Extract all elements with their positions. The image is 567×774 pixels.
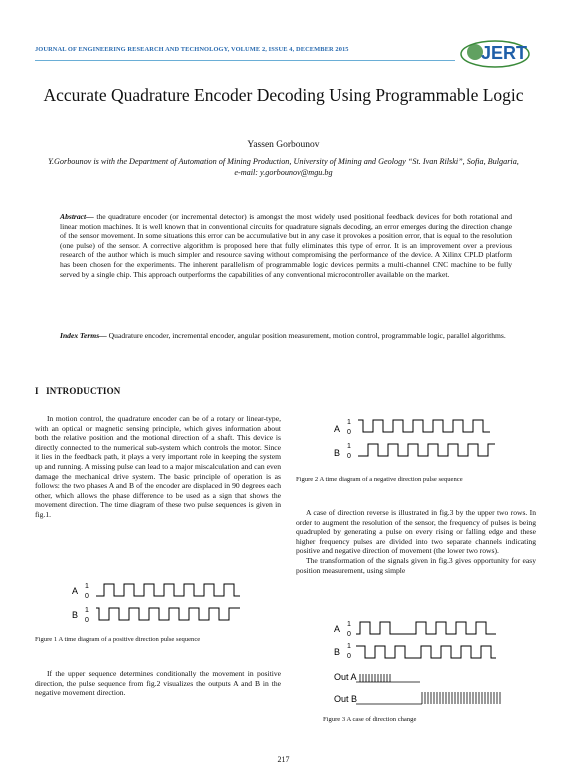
figure-2-caption: Figure 2 A time diagram of a negative direction pulse sequence	[296, 476, 463, 483]
fig1-level-0: 0	[85, 593, 89, 600]
fig2-label-b: B	[334, 448, 341, 458]
fig3-level-0: 0	[347, 631, 351, 638]
figure-3-diagram	[330, 618, 530, 713]
index-terms-text: Quadrature encoder, incremental encoder, angular position measurement, motion control, programmable logic, parallel algorithms.	[106, 331, 506, 340]
fig1-label-b: B	[72, 610, 79, 620]
fig3-trace-b	[356, 646, 496, 658]
intro-paragraph-2: If the upper sequence determines conditionally the movement in positive direction, the pulse sequence from fig.2 visualizes the outputs A and B in the negative movement direction.	[35, 669, 281, 698]
fig3-trace-a	[356, 622, 496, 634]
fig2-level-1b: 1	[347, 443, 351, 450]
abstract	[60, 212, 512, 279]
paper-title: Accurate Quadrature Encoder Decoding Using Programmable Logic	[43, 85, 524, 105]
fig1-level-1b: 1	[85, 607, 89, 614]
fig3-label-outa: Out A	[334, 672, 357, 682]
author-affiliation: Y.Gorbounov is with the Department of Automation of Mining Production, University of Mining and Geology “St. Ivan Rilski”, Sofia, Bulgaria, e-mail: y.gorbounov@mgu.bg	[48, 157, 519, 177]
abstract-text: the quadrature encoder (or incremental detector) is amongst the most widely used positional feedback devices for both rotational and linear motion machines. It is well known that in conventional circuits for quadrature signals decoding, an error emerges during the direction change of the sensor movement. In some situations this error can be accumulative but in any case it provokes a position error, that is equal to the resolution (one pulse) of the sensor. A corrective algorithm is proposed here that fully eliminates this type of error. It is an improvement over a previous research of the author which is much simpler and resource saving without compromising the performance of the device. A Xilinx CPLD platform has been chosen for the experiments. The inherent parallelism of programmable logic devices permits a multi-channel CNC machine to be fully served by a single chip. This approach outperforms the capabilities of any conventional microcontroller available on the market.	[60, 212, 512, 279]
index-terms-label: Index Terms—	[60, 331, 107, 340]
fig2-level-0: 0	[347, 429, 351, 436]
section-heading	[35, 386, 120, 396]
intro-paragraph-3	[296, 508, 536, 575]
journal-header: JOURNAL OF ENGINEERING RESEARCH AND TECHNOLOGY, VOLUME 2, ISSUE 4, DECEMBER 2015	[35, 46, 349, 53]
fig1-label-a: A	[72, 586, 79, 596]
figure-1-caption: Figure 1 A time diagram of a positive direction pulse sequence	[35, 636, 201, 643]
fig3-label-a: A	[334, 624, 341, 634]
journal-logo	[455, 30, 535, 75]
logo-text: JERT	[481, 43, 528, 63]
intro-paragraph-3b: The transformation of the signals given in fig.3 gives opportunity for easy position measurement, using simple	[296, 555, 536, 575]
fig2-level-1: 1	[347, 419, 351, 426]
fig3-level-0b: 0	[347, 653, 351, 660]
section-number: I	[35, 386, 39, 396]
figure-1-diagram	[68, 576, 258, 626]
fig2-trace-b	[358, 444, 495, 456]
fig3-level-1b: 1	[347, 643, 351, 650]
page-number: 217	[277, 755, 290, 764]
fig3-label-outb: Out B	[334, 694, 358, 704]
abstract-label: Abstract—	[60, 212, 94, 221]
fig3-label-b: B	[334, 647, 341, 657]
intro-paragraph-1: In motion control, the quadrature encoder can be of a rotary or linear-type, with an optical or magnetic sensing principle, which gives information about both the relative position and the motional direction of a shaft. This device is directly connected to the numerical sub-system which controls the motor. Since it lies in the feedback path, it plays a very important role in keeping the system up and running. A missing pulse can lead to a major miscalculation and can even damage the mechanical drive system. The basic principle of operation is as follows: the two phases A and B of the encoder are displaced in 90 degrees each other, which allows the phase difference to be used as a sign that shows the movement direction. The time diagram of these two pulse sequences is given in fig.1.	[35, 414, 281, 519]
fig1-trace-b	[96, 608, 240, 620]
fig3-trace-outb	[356, 692, 500, 704]
section-title: INTRODUCTION	[46, 386, 121, 396]
intro-paragraph-3a: A case of direction reverse is illustrated in fig.3 by the upper two rows. In order to augment the resolution of the sensor, the frequency of pulses is being quadrupled by generating a pulse on every rising or falling edge and these higher frequency pulses are divided into two separate channels indicating positive and negative direction of movement (the lower two rows).	[296, 508, 536, 556]
fig1-level-1: 1	[85, 583, 89, 590]
fig2-level-0b: 0	[347, 453, 351, 460]
index-terms	[60, 331, 512, 341]
figure-2-diagram	[330, 412, 520, 464]
header-rule	[35, 60, 455, 61]
figure-3-caption: Figure 3 A case of direction change	[323, 716, 417, 723]
fig3-level-1: 1	[347, 621, 351, 628]
fig1-trace-a	[96, 584, 240, 596]
fig1-level-0b: 0	[85, 617, 89, 624]
fig2-trace-a	[358, 420, 490, 432]
author-name: Yassen Gorbounov	[247, 140, 320, 150]
fig2-label-a: A	[334, 424, 341, 434]
fig3-trace-outa	[356, 674, 420, 682]
